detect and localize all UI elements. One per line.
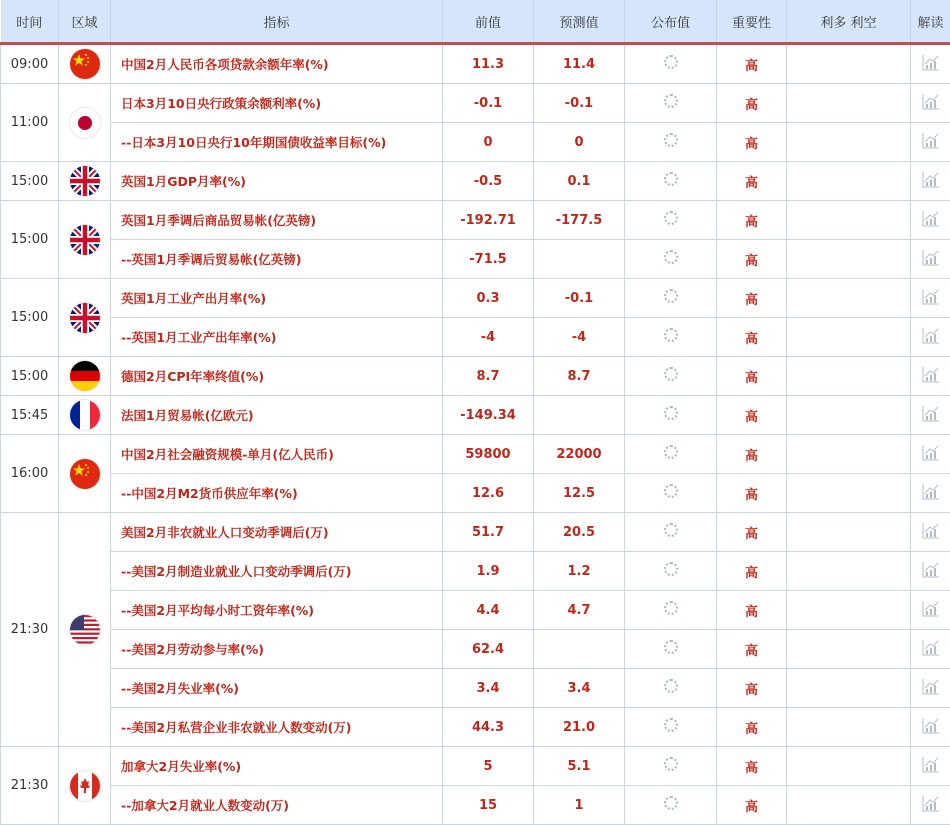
region-cell xyxy=(59,513,111,747)
previous-value: 11.3 xyxy=(443,44,534,84)
analysis-cell[interactable] xyxy=(911,630,950,669)
indicator-link[interactable]: 美国2月非农就业人口变动季调后(万) xyxy=(111,513,443,552)
analysis-cell[interactable] xyxy=(911,513,950,552)
chart-analysis-icon[interactable] xyxy=(922,794,940,816)
event-time: 15:00 xyxy=(1,201,59,279)
previous-value: 59800 xyxy=(443,435,534,474)
importance: 高 xyxy=(717,708,787,747)
forecast-value: 0 xyxy=(534,123,625,162)
chart-analysis-icon[interactable] xyxy=(922,443,940,465)
header-analysis: 解读 xyxy=(911,0,950,44)
chart-analysis-icon[interactable] xyxy=(922,287,940,309)
indicator-link[interactable]: 日本3月10日央行政策余额利率(%) xyxy=(111,84,443,123)
loading-spinner-icon xyxy=(664,562,678,576)
actual-value xyxy=(625,669,717,708)
region-cell xyxy=(59,396,111,435)
analysis-cell[interactable] xyxy=(911,435,950,474)
forecast-value: 0.1 xyxy=(534,162,625,201)
uk-flag-icon xyxy=(70,225,100,255)
chart-analysis-icon[interactable] xyxy=(922,599,940,621)
previous-value: 5 xyxy=(443,747,534,786)
importance: 高 xyxy=(717,162,787,201)
previous-value: 4.4 xyxy=(443,591,534,630)
loading-spinner-icon xyxy=(664,757,678,771)
indicator-link[interactable]: 法国1月贸易帐(亿欧元) xyxy=(111,396,443,435)
indicator-link[interactable]: --英国1月工业产出年率(%) xyxy=(111,318,443,357)
forecast-value: 11.4 xyxy=(534,44,625,84)
header-forecast: 预测值 xyxy=(534,0,625,44)
impact-cell xyxy=(787,786,911,825)
chart-analysis-icon[interactable] xyxy=(922,716,940,738)
actual-value xyxy=(625,435,717,474)
indicator-link[interactable]: --英国1月季调后贸易帐(亿英镑) xyxy=(111,240,443,279)
loading-spinner-icon xyxy=(664,484,678,498)
indicator-link[interactable]: --美国2月制造业就业人口变动季调后(万) xyxy=(111,552,443,591)
analysis-cell[interactable] xyxy=(911,279,950,318)
chart-analysis-icon[interactable] xyxy=(922,248,940,270)
indicator-link[interactable]: --美国2月劳动参与率(%) xyxy=(111,630,443,669)
actual-value xyxy=(625,44,717,84)
header-importance: 重要性 xyxy=(717,0,787,44)
previous-value: 3.4 xyxy=(443,669,534,708)
impact-cell xyxy=(787,123,911,162)
analysis-cell[interactable] xyxy=(911,396,950,435)
event-time: 21:30 xyxy=(1,513,59,747)
header-time: 时间 xyxy=(1,0,59,44)
impact-cell xyxy=(787,318,911,357)
loading-spinner-icon xyxy=(664,250,678,264)
actual-value xyxy=(625,240,717,279)
chart-analysis-icon[interactable] xyxy=(922,521,940,543)
loading-spinner-icon xyxy=(664,367,678,381)
region-cell xyxy=(59,201,111,279)
previous-value: 8.7 xyxy=(443,357,534,396)
impact-cell xyxy=(787,279,911,318)
loading-spinner-icon xyxy=(664,718,678,732)
impact-cell xyxy=(787,747,911,786)
loading-spinner-icon xyxy=(664,328,678,342)
previous-value: 51.7 xyxy=(443,513,534,552)
loading-spinner-icon xyxy=(664,55,678,69)
indicator-link[interactable]: --加拿大2月就业人数变动(万) xyxy=(111,786,443,825)
event-time: 15:45 xyxy=(1,396,59,435)
table-row xyxy=(1,474,950,513)
loading-spinner-icon xyxy=(664,172,678,186)
forecast-value: 21.0 xyxy=(534,708,625,747)
actual-value xyxy=(625,279,717,318)
actual-value xyxy=(625,591,717,630)
forecast-value xyxy=(534,396,625,435)
impact-cell xyxy=(787,44,911,84)
actual-value xyxy=(625,747,717,786)
forecast-value: 1.2 xyxy=(534,552,625,591)
table-row xyxy=(1,552,950,591)
actual-value xyxy=(625,552,717,591)
previous-value: 0 xyxy=(443,123,534,162)
table-row xyxy=(1,747,950,786)
indicator-link[interactable]: 英国1月季调后商品贸易帐(亿英镑) xyxy=(111,201,443,240)
header-actual: 公布值 xyxy=(625,0,717,44)
actual-value xyxy=(625,630,717,669)
chart-analysis-icon[interactable] xyxy=(922,482,940,504)
chart-analysis-icon[interactable] xyxy=(922,560,940,582)
forecast-value: -177.5 xyxy=(534,201,625,240)
table-row xyxy=(1,240,950,279)
importance: 高 xyxy=(717,318,787,357)
analysis-cell[interactable] xyxy=(911,162,950,201)
previous-value: 12.6 xyxy=(443,474,534,513)
chart-analysis-icon[interactable] xyxy=(922,170,940,192)
impact-cell xyxy=(787,240,911,279)
chart-analysis-icon[interactable] xyxy=(922,131,940,153)
importance: 高 xyxy=(717,357,787,396)
previous-value: 15 xyxy=(443,786,534,825)
analysis-cell[interactable] xyxy=(911,474,950,513)
previous-value: 62.4 xyxy=(443,630,534,669)
forecast-value: -0.1 xyxy=(534,279,625,318)
analysis-cell[interactable] xyxy=(911,786,950,825)
importance: 高 xyxy=(717,435,787,474)
uk-flag-icon xyxy=(70,303,100,333)
loading-spinner-icon xyxy=(664,133,678,147)
table-row xyxy=(1,162,950,201)
importance: 高 xyxy=(717,201,787,240)
forecast-value: -4 xyxy=(534,318,625,357)
table-row xyxy=(1,435,950,474)
indicator-link[interactable]: 中国2月人民币各项贷款余额年率(%) xyxy=(111,44,443,84)
actual-value xyxy=(625,162,717,201)
chart-analysis-icon[interactable] xyxy=(922,53,940,75)
chart-analysis-icon[interactable] xyxy=(922,326,940,348)
china-flag-icon xyxy=(70,49,100,79)
table-row xyxy=(1,786,950,825)
previous-value: -4 xyxy=(443,318,534,357)
indicator-link[interactable]: 英国1月工业产出月率(%) xyxy=(111,279,443,318)
event-time: 16:00 xyxy=(1,435,59,513)
analysis-cell[interactable] xyxy=(911,318,950,357)
analysis-cell[interactable] xyxy=(911,357,950,396)
importance: 高 xyxy=(717,279,787,318)
impact-cell xyxy=(787,357,911,396)
loading-spinner-icon xyxy=(664,796,678,810)
germany-flag-icon xyxy=(70,361,100,391)
table-row xyxy=(1,44,950,84)
loading-spinner-icon xyxy=(664,445,678,459)
table-row xyxy=(1,279,950,318)
previous-value: 0.3 xyxy=(443,279,534,318)
actual-value xyxy=(625,396,717,435)
event-time: 15:00 xyxy=(1,162,59,201)
loading-spinner-icon xyxy=(664,406,678,420)
importance: 高 xyxy=(717,396,787,435)
analysis-cell[interactable] xyxy=(911,747,950,786)
actual-value xyxy=(625,513,717,552)
analysis-cell[interactable] xyxy=(911,84,950,123)
loading-spinner-icon xyxy=(664,601,678,615)
event-time: 11:00 xyxy=(1,84,59,162)
region-cell xyxy=(59,84,111,162)
table-row xyxy=(1,591,950,630)
header-impact: 利多 利空 xyxy=(787,0,911,44)
japan-flag-icon xyxy=(70,108,100,138)
canada-flag-icon xyxy=(70,771,100,801)
forecast-value: 8.7 xyxy=(534,357,625,396)
impact-cell xyxy=(787,630,911,669)
impact-cell xyxy=(787,84,911,123)
chart-analysis-icon[interactable] xyxy=(922,209,940,231)
actual-value xyxy=(625,786,717,825)
indicator-link[interactable]: 英国1月GDP月率(%) xyxy=(111,162,443,201)
chart-analysis-icon[interactable] xyxy=(922,638,940,660)
importance: 高 xyxy=(717,84,787,123)
previous-value: 1.9 xyxy=(443,552,534,591)
impact-cell xyxy=(787,552,911,591)
indicator-link[interactable]: --中国2月M2货币供应年率(%) xyxy=(111,474,443,513)
impact-cell xyxy=(787,396,911,435)
header-region: 区域 xyxy=(59,0,111,44)
chart-analysis-icon[interactable] xyxy=(922,677,940,699)
indicator-link[interactable]: --日本3月10日央行10年期国债收益率目标(%) xyxy=(111,123,443,162)
table-row xyxy=(1,669,950,708)
indicator-link[interactable]: 德国2月CPI年率终值(%) xyxy=(111,357,443,396)
forecast-value xyxy=(534,240,625,279)
actual-value xyxy=(625,357,717,396)
region-cell xyxy=(59,435,111,513)
importance: 高 xyxy=(717,44,787,84)
importance: 高 xyxy=(717,786,787,825)
table-row xyxy=(1,396,950,435)
previous-value: -71.5 xyxy=(443,240,534,279)
impact-cell xyxy=(787,669,911,708)
analysis-cell[interactable] xyxy=(911,708,950,747)
china-flag-icon xyxy=(70,459,100,489)
importance: 高 xyxy=(717,474,787,513)
table-row xyxy=(1,630,950,669)
us-flag-icon xyxy=(70,615,100,645)
previous-value: -149.34 xyxy=(443,396,534,435)
region-cell xyxy=(59,44,111,84)
actual-value xyxy=(625,123,717,162)
chart-analysis-icon[interactable] xyxy=(922,365,940,387)
forecast-value: -0.1 xyxy=(534,84,625,123)
event-time: 21:30 xyxy=(1,747,59,825)
analysis-cell[interactable] xyxy=(911,201,950,240)
previous-value: -192.71 xyxy=(443,201,534,240)
importance: 高 xyxy=(717,747,787,786)
loading-spinner-icon xyxy=(664,679,678,693)
region-cell xyxy=(59,279,111,357)
indicator-link[interactable]: --美国2月平均每小时工资年率(%) xyxy=(111,591,443,630)
analysis-cell[interactable] xyxy=(911,240,950,279)
indicator-link[interactable]: --美国2月私营企业非农就业人数变动(万) xyxy=(111,708,443,747)
previous-value: -0.1 xyxy=(443,84,534,123)
indicator-link[interactable]: 中国2月社会融资规模-单月(亿人民币) xyxy=(111,435,443,474)
importance: 高 xyxy=(717,630,787,669)
header-indicator: 指标 xyxy=(111,0,443,44)
forecast-value: 12.5 xyxy=(534,474,625,513)
table-row xyxy=(1,123,950,162)
analysis-cell[interactable] xyxy=(911,123,950,162)
forecast-value xyxy=(534,630,625,669)
event-time: 09:00 xyxy=(1,44,59,84)
importance: 高 xyxy=(717,552,787,591)
previous-value: -0.5 xyxy=(443,162,534,201)
loading-spinner-icon xyxy=(664,640,678,654)
indicator-link[interactable]: --美国2月失业率(%) xyxy=(111,669,443,708)
actual-value xyxy=(625,708,717,747)
table-row xyxy=(1,318,950,357)
previous-value: 44.3 xyxy=(443,708,534,747)
table-row xyxy=(1,513,950,552)
forecast-value: 5.1 xyxy=(534,747,625,786)
forecast-value: 4.7 xyxy=(534,591,625,630)
table-row xyxy=(1,84,950,123)
actual-value xyxy=(625,318,717,357)
forecast-value: 1 xyxy=(534,786,625,825)
forecast-value: 3.4 xyxy=(534,669,625,708)
loading-spinner-icon xyxy=(664,94,678,108)
france-flag-icon xyxy=(70,400,100,430)
impact-cell xyxy=(787,435,911,474)
actual-value xyxy=(625,201,717,240)
impact-cell xyxy=(787,162,911,201)
impact-cell xyxy=(787,513,911,552)
analysis-cell[interactable] xyxy=(911,591,950,630)
impact-cell xyxy=(787,708,911,747)
indicator-link[interactable]: 加拿大2月失业率(%) xyxy=(111,747,443,786)
actual-value xyxy=(625,474,717,513)
analysis-cell[interactable] xyxy=(911,44,950,84)
importance: 高 xyxy=(717,591,787,630)
event-time: 15:00 xyxy=(1,357,59,396)
header-previous: 前值 xyxy=(443,0,534,44)
chart-analysis-icon[interactable] xyxy=(922,404,940,426)
impact-cell xyxy=(787,591,911,630)
analysis-cell[interactable] xyxy=(911,669,950,708)
actual-value xyxy=(625,84,717,123)
impact-cell xyxy=(787,201,911,240)
loading-spinner-icon xyxy=(664,289,678,303)
table-header xyxy=(1,0,950,44)
impact-cell xyxy=(787,474,911,513)
chart-analysis-icon[interactable] xyxy=(922,755,940,777)
uk-flag-icon xyxy=(70,166,100,196)
region-cell xyxy=(59,747,111,825)
forecast-value: 20.5 xyxy=(534,513,625,552)
importance: 高 xyxy=(717,240,787,279)
table-row xyxy=(1,708,950,747)
importance: 高 xyxy=(717,123,787,162)
region-cell xyxy=(59,357,111,396)
chart-analysis-icon[interactable] xyxy=(922,92,940,114)
region-cell xyxy=(59,162,111,201)
loading-spinner-icon xyxy=(664,211,678,225)
table-row xyxy=(1,357,950,396)
importance: 高 xyxy=(717,669,787,708)
loading-spinner-icon xyxy=(664,523,678,537)
forecast-value: 22000 xyxy=(534,435,625,474)
analysis-cell[interactable] xyxy=(911,552,950,591)
importance: 高 xyxy=(717,513,787,552)
table-row xyxy=(1,201,950,240)
event-time: 15:00 xyxy=(1,279,59,357)
